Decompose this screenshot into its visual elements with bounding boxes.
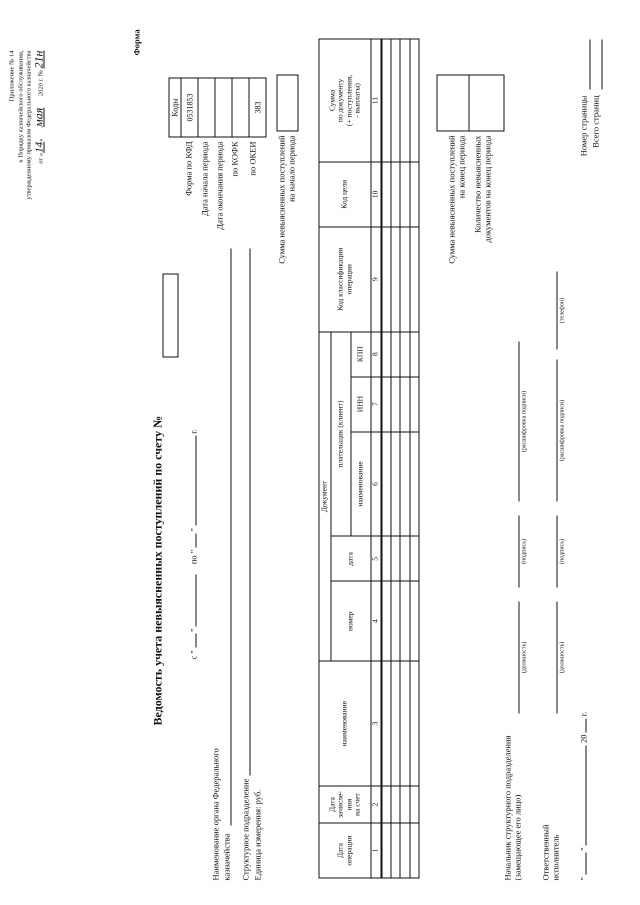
start-sum-line-1: Сумма невыясненных поступлений xyxy=(276,135,286,264)
label-kofk: по КОФК xyxy=(229,141,239,177)
head-decoding-line xyxy=(518,341,519,501)
table-cell[interactable] xyxy=(400,39,409,162)
header-op-date xyxy=(319,823,371,878)
code-kofk xyxy=(232,78,249,137)
header-credit-date-4: на счет xyxy=(351,792,361,816)
table-cell[interactable] xyxy=(409,581,418,661)
table-cell[interactable] xyxy=(400,823,409,878)
header-number: номер xyxy=(331,581,371,661)
header-sum-1: Сумма xyxy=(327,89,336,111)
table-cell[interactable] xyxy=(400,661,409,786)
period-from-quote: " xyxy=(188,627,198,632)
executor-label xyxy=(540,824,560,880)
table-row xyxy=(390,39,399,878)
table-cell[interactable] xyxy=(409,823,418,878)
date-year-prefix: 20 xyxy=(578,734,588,743)
exec-phone-line xyxy=(556,271,557,349)
end-count-box xyxy=(468,74,504,131)
table-cell[interactable] xyxy=(390,39,399,162)
table-cell[interactable] xyxy=(390,431,399,536)
head-position-line xyxy=(518,601,519,713)
date-quote-close: " xyxy=(578,846,588,851)
head-label-1: Начальник структурного подразделения xyxy=(502,735,512,880)
period-from-label: с " xyxy=(188,649,198,659)
table-cell[interactable] xyxy=(400,786,409,823)
table-cell[interactable] xyxy=(409,786,418,823)
exec-position-caption: (должность) xyxy=(559,641,565,673)
table-cell[interactable] xyxy=(381,823,391,878)
appendix-number: 21н xyxy=(30,50,45,68)
date-month-line xyxy=(585,745,586,845)
total-pages-label: Всего страниц xyxy=(590,95,600,148)
table-cell[interactable] xyxy=(400,376,409,431)
table-cell[interactable] xyxy=(381,161,391,226)
header-op-date-2: операции xyxy=(343,834,353,866)
table-cell[interactable] xyxy=(400,226,409,331)
table-cell[interactable] xyxy=(381,376,391,431)
label-kfd: Форма по КФД xyxy=(183,141,193,196)
date-year-end: г. xyxy=(578,711,588,716)
end-count-line-2: документов на конец периода xyxy=(482,135,492,243)
table-cell[interactable] xyxy=(390,823,399,878)
header-date: дата xyxy=(331,536,371,581)
column-number-7: 7 xyxy=(371,376,381,431)
codes-header: Коды xyxy=(169,78,181,137)
table-cell[interactable] xyxy=(381,331,391,376)
column-number-3: 3 xyxy=(371,661,381,786)
label-department: Структурное подразделение xyxy=(240,778,250,880)
org-name-line xyxy=(230,248,231,825)
header-class-code-1: Код классификации xyxy=(335,247,345,311)
date-day-line xyxy=(585,852,586,874)
appendix-block xyxy=(8,50,45,305)
header-inn: ИНН xyxy=(351,376,371,431)
header-op-date-1: Дата xyxy=(335,842,345,858)
period-from-month-line xyxy=(195,574,196,626)
table-cell[interactable] xyxy=(381,581,391,661)
period-to-label: по " xyxy=(188,549,198,564)
total-pages-line xyxy=(601,39,602,89)
exec-phone-caption: (телефон) xyxy=(559,297,565,323)
table-cell[interactable] xyxy=(400,581,409,661)
date-quote-open: " xyxy=(578,876,588,880)
column-numbers-row xyxy=(371,39,381,878)
table-cell[interactable] xyxy=(409,226,418,331)
table-cell[interactable] xyxy=(400,431,409,536)
header-kpp: КПП xyxy=(351,331,371,376)
label-okei: по ОКЕИ xyxy=(247,141,257,176)
head-signature-line xyxy=(518,515,519,587)
table-row xyxy=(381,39,391,878)
header-sum-4: - выплаты) xyxy=(351,82,361,118)
table-cell[interactable] xyxy=(381,661,391,786)
date-year-line xyxy=(585,718,586,732)
head-position-caption: (должность) xyxy=(521,641,527,673)
column-number-5: 5 xyxy=(371,536,381,581)
table-cell[interactable] xyxy=(381,431,391,536)
table-cell[interactable] xyxy=(409,161,418,226)
period-to-quote: " xyxy=(188,527,198,531)
appendix-line-1: Приложение № 14 xyxy=(8,50,15,101)
head-label xyxy=(502,735,522,880)
column-number-11: 11 xyxy=(371,39,381,162)
period-from-day-line xyxy=(195,634,196,648)
header-credit-date-2: зачисле- xyxy=(335,790,345,818)
head-decoding-caption: (расшифровка подписи) xyxy=(521,390,527,452)
header-payer-name: наименование xyxy=(351,431,371,536)
appendix-month: мая xyxy=(30,107,45,127)
table-cell[interactable] xyxy=(381,536,391,581)
table-row xyxy=(409,39,418,878)
table-cell[interactable] xyxy=(381,226,391,331)
exec-decoding-line xyxy=(556,359,557,501)
table-cell[interactable] xyxy=(409,536,418,581)
table-cell[interactable] xyxy=(390,661,399,786)
label-org-name: Наименование органа Федерального xyxy=(210,747,220,880)
end-sum-line-1: Сумма невыясненных поступлений xyxy=(446,135,456,264)
header-class-code-2: операции xyxy=(343,263,353,294)
label-start-date: Дата начала периода xyxy=(199,141,209,216)
label-org-name-2: казначейства xyxy=(221,833,231,880)
header-payer: плательщик (клиент) xyxy=(331,331,351,536)
head-signature-caption: (подпись) xyxy=(521,538,527,564)
appendix-date-prefix: от « xyxy=(36,152,44,164)
table-cell[interactable] xyxy=(409,376,418,431)
start-sum-label xyxy=(276,135,296,295)
table-cell[interactable] xyxy=(390,581,399,661)
appendix-date-mid: » xyxy=(36,138,44,142)
header-credit-date xyxy=(319,786,371,823)
table-cell[interactable] xyxy=(390,536,399,581)
period-line xyxy=(188,429,198,659)
appendix-line-2: к Порядку казначейского обслуживания, xyxy=(16,50,24,163)
table-cell[interactable] xyxy=(409,39,418,162)
head-label-2: (замещающее его лицо) xyxy=(512,794,522,880)
code-start-date xyxy=(198,78,215,137)
column-number-10: 10 xyxy=(371,161,381,226)
page-number-line xyxy=(589,39,590,89)
period-year-end: г. xyxy=(188,428,198,434)
appendix-year: 2020 г. № xyxy=(36,69,44,96)
executor-label-2: исполнитель xyxy=(550,834,560,880)
start-sum-box xyxy=(276,74,298,131)
exec-position-line xyxy=(556,601,557,713)
table-cell[interactable] xyxy=(390,226,399,331)
table-cell[interactable] xyxy=(381,39,391,162)
table-cell[interactable] xyxy=(409,431,418,536)
period-to-day-line xyxy=(195,533,196,547)
header-sum-2: по документу xyxy=(335,78,345,122)
end-sum-label xyxy=(446,135,466,305)
account-number-box xyxy=(162,273,178,357)
exec-signature-line xyxy=(556,515,557,587)
code-end-date xyxy=(215,78,232,137)
column-number-6: 6 xyxy=(371,431,381,536)
table-cell[interactable] xyxy=(390,331,399,376)
code-kfd: 0531853 xyxy=(181,78,198,137)
exec-signature-caption: (подпись) xyxy=(559,538,565,564)
header-goal-code: Код цели xyxy=(319,161,371,226)
column-number-9: 9 xyxy=(371,226,381,331)
header-credit-date-1: Дата xyxy=(327,796,336,812)
code-okei: 383 xyxy=(249,78,266,137)
header-name: наименование xyxy=(319,661,371,786)
header-class-code xyxy=(319,226,371,331)
table-cell[interactable] xyxy=(409,331,418,376)
main-table xyxy=(318,38,419,878)
end-sum-line-2: на конец периода xyxy=(456,135,466,198)
appendix-line-4 xyxy=(30,50,46,305)
period-to-month-line xyxy=(195,435,196,525)
label-unit: Единица измерения: руб. xyxy=(252,789,262,880)
table-cell[interactable] xyxy=(400,161,409,226)
date-line xyxy=(578,711,588,880)
table-cell[interactable] xyxy=(390,376,399,431)
label-end-date: Дата окончания периода xyxy=(214,141,224,230)
table-cell[interactable] xyxy=(390,786,399,823)
table-cell[interactable] xyxy=(400,331,409,376)
codes-table xyxy=(168,77,266,137)
column-number-8: 8 xyxy=(371,331,381,376)
appendix-line-3: утвержденному приказом Федерального казначейства xyxy=(25,50,32,200)
forma-label: Форма xyxy=(131,28,141,55)
end-count-label xyxy=(472,135,492,305)
table-cell[interactable] xyxy=(400,536,409,581)
page-number-label: Номер страницы xyxy=(578,95,588,156)
table-row xyxy=(400,39,409,878)
end-count-line-1: Количество невыясненных xyxy=(472,135,482,233)
column-number-1: 1 xyxy=(371,823,381,878)
column-number-2: 2 xyxy=(371,786,381,823)
table-cell[interactable] xyxy=(390,161,399,226)
header-credit-date-3: ния xyxy=(343,798,353,810)
table-cell[interactable] xyxy=(409,661,418,786)
column-number-4: 4 xyxy=(371,581,381,661)
table-cell[interactable] xyxy=(381,786,391,823)
department-line xyxy=(249,248,250,775)
exec-decoding-caption: (расшифровка подписи) xyxy=(559,399,565,461)
end-sum-box xyxy=(436,74,472,131)
header-sum-3: (+ поступления, xyxy=(343,74,353,126)
page-title: Ведомость учета невыясненных поступлений по счету № xyxy=(150,415,164,725)
start-sum-line-2: на начало периода xyxy=(286,135,296,202)
header-document: Документ xyxy=(319,331,331,661)
header-sum xyxy=(319,39,371,162)
appendix-day: 14 xyxy=(32,141,45,153)
executor-label-1: Ответственный xyxy=(540,824,550,880)
